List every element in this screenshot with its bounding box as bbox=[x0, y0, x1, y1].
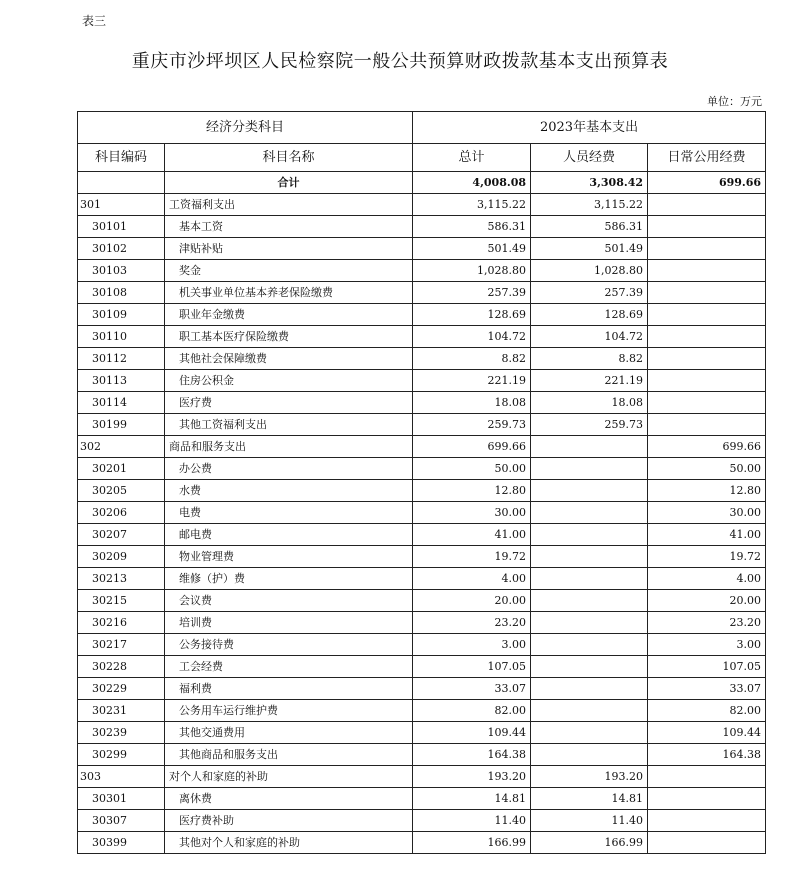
table-row bbox=[78, 722, 766, 744]
row-name: 工资福利支出 bbox=[165, 194, 413, 216]
table-row bbox=[78, 282, 766, 304]
row-personnel bbox=[531, 546, 648, 568]
table-row bbox=[78, 612, 766, 634]
row-public: 19.72 bbox=[648, 546, 766, 568]
row-personnel bbox=[531, 612, 648, 634]
row-public: 12.80 bbox=[648, 480, 766, 502]
total-code-cell bbox=[78, 172, 165, 194]
row-code: 30217 bbox=[78, 634, 165, 656]
table-row bbox=[78, 788, 766, 810]
row-total: 30.00 bbox=[413, 502, 531, 524]
row-code: 30228 bbox=[78, 656, 165, 678]
header-economic-classification: 经济分类科目 bbox=[78, 112, 413, 144]
table-row bbox=[78, 524, 766, 546]
table-row bbox=[78, 480, 766, 502]
unit-note: 单位：万元 bbox=[707, 95, 762, 108]
row-name: 职业年金缴费 bbox=[165, 304, 413, 326]
row-personnel: 8.82 bbox=[531, 348, 648, 370]
row-public bbox=[648, 766, 766, 788]
row-code: 30299 bbox=[78, 744, 165, 766]
row-public bbox=[648, 348, 766, 370]
row-name: 医疗费 bbox=[165, 392, 413, 414]
row-name: 其他对个人和家庭的补助 bbox=[165, 832, 413, 854]
table-row bbox=[78, 678, 766, 700]
row-public bbox=[648, 370, 766, 392]
row-public bbox=[648, 832, 766, 854]
row-name: 商品和服务支出 bbox=[165, 436, 413, 458]
row-public bbox=[648, 260, 766, 282]
row-total: 104.72 bbox=[413, 326, 531, 348]
header-basic-expenditure-2023: 2023年基本支出 bbox=[413, 112, 766, 144]
row-code: 301 bbox=[78, 194, 165, 216]
row-public: 3.00 bbox=[648, 634, 766, 656]
row-name: 福利费 bbox=[165, 678, 413, 700]
row-code: 30199 bbox=[78, 414, 165, 436]
row-total: 109.44 bbox=[413, 722, 531, 744]
row-code: 30207 bbox=[78, 524, 165, 546]
row-personnel bbox=[531, 656, 648, 678]
total-public: 699.66 bbox=[648, 172, 766, 194]
row-public: 699.66 bbox=[648, 436, 766, 458]
table-row bbox=[78, 260, 766, 282]
row-personnel bbox=[531, 700, 648, 722]
row-personnel: 18.08 bbox=[531, 392, 648, 414]
table-row bbox=[78, 370, 766, 392]
row-code: 30307 bbox=[78, 810, 165, 832]
row-code: 30215 bbox=[78, 590, 165, 612]
page-title: 重庆市沙坪坝区人民检察院一般公共预算财政拨款基本支出预算表 bbox=[131, 51, 669, 72]
row-name: 电费 bbox=[165, 502, 413, 524]
row-total: 699.66 bbox=[413, 436, 531, 458]
row-public: 41.00 bbox=[648, 524, 766, 546]
row-personnel: 166.99 bbox=[531, 832, 648, 854]
row-code: 30301 bbox=[78, 788, 165, 810]
row-name: 会议费 bbox=[165, 590, 413, 612]
row-name: 公务接待费 bbox=[165, 634, 413, 656]
row-code: 30201 bbox=[78, 458, 165, 480]
row-code: 30112 bbox=[78, 348, 165, 370]
row-total: 259.73 bbox=[413, 414, 531, 436]
row-personnel bbox=[531, 524, 648, 546]
row-total: 82.00 bbox=[413, 700, 531, 722]
row-public bbox=[648, 194, 766, 216]
row-total: 221.19 bbox=[413, 370, 531, 392]
row-total: 1,028.80 bbox=[413, 260, 531, 282]
column-header-total: 总计 bbox=[413, 144, 531, 172]
row-personnel: 259.73 bbox=[531, 414, 648, 436]
row-total: 8.82 bbox=[413, 348, 531, 370]
row-code: 30216 bbox=[78, 612, 165, 634]
total-sum: 4,008.08 bbox=[413, 172, 531, 194]
row-code: 30231 bbox=[78, 700, 165, 722]
row-total: 4.00 bbox=[413, 568, 531, 590]
row-total: 128.69 bbox=[413, 304, 531, 326]
row-personnel bbox=[531, 590, 648, 612]
row-total: 501.49 bbox=[413, 238, 531, 260]
row-total: 50.00 bbox=[413, 458, 531, 480]
row-code: 30109 bbox=[78, 304, 165, 326]
row-total: 586.31 bbox=[413, 216, 531, 238]
row-name: 对个人和家庭的补助 bbox=[165, 766, 413, 788]
row-public: 30.00 bbox=[648, 502, 766, 524]
row-total: 14.81 bbox=[413, 788, 531, 810]
row-personnel: 257.39 bbox=[531, 282, 648, 304]
row-code: 30209 bbox=[78, 546, 165, 568]
table-row bbox=[78, 436, 766, 458]
row-personnel: 104.72 bbox=[531, 326, 648, 348]
row-total: 164.38 bbox=[413, 744, 531, 766]
row-total: 23.20 bbox=[413, 612, 531, 634]
row-code: 30205 bbox=[78, 480, 165, 502]
row-code: 30102 bbox=[78, 238, 165, 260]
table-row bbox=[78, 326, 766, 348]
row-public: 20.00 bbox=[648, 590, 766, 612]
row-public: 109.44 bbox=[648, 722, 766, 744]
row-name: 离休费 bbox=[165, 788, 413, 810]
row-name: 职工基本医疗保险缴费 bbox=[165, 326, 413, 348]
row-public bbox=[648, 788, 766, 810]
row-public: 33.07 bbox=[648, 678, 766, 700]
row-total: 107.05 bbox=[413, 656, 531, 678]
total-label: 合计 bbox=[165, 172, 413, 194]
table-row bbox=[78, 392, 766, 414]
row-total: 3,115.22 bbox=[413, 194, 531, 216]
row-total: 33.07 bbox=[413, 678, 531, 700]
row-public bbox=[648, 304, 766, 326]
table-row bbox=[78, 656, 766, 678]
row-name: 机关事业单位基本养老保险缴费 bbox=[165, 282, 413, 304]
row-public bbox=[648, 392, 766, 414]
column-header-public: 日常公用经费 bbox=[648, 144, 766, 172]
row-public bbox=[648, 216, 766, 238]
column-header-personnel: 人员经费 bbox=[531, 144, 648, 172]
row-public: 164.38 bbox=[648, 744, 766, 766]
row-name: 基本工资 bbox=[165, 216, 413, 238]
total-personnel: 3,308.42 bbox=[531, 172, 648, 194]
row-total: 11.40 bbox=[413, 810, 531, 832]
table-row bbox=[78, 348, 766, 370]
row-personnel: 128.69 bbox=[531, 304, 648, 326]
column-header-name: 科目名称 bbox=[165, 144, 413, 172]
row-name: 物业管理费 bbox=[165, 546, 413, 568]
row-name: 培训费 bbox=[165, 612, 413, 634]
row-code: 30114 bbox=[78, 392, 165, 414]
row-personnel bbox=[531, 744, 648, 766]
budget-table bbox=[77, 111, 766, 854]
row-personnel bbox=[531, 480, 648, 502]
table-row bbox=[78, 634, 766, 656]
row-public: 50.00 bbox=[648, 458, 766, 480]
table-row bbox=[78, 568, 766, 590]
row-code: 30108 bbox=[78, 282, 165, 304]
row-personnel bbox=[531, 568, 648, 590]
row-total: 257.39 bbox=[413, 282, 531, 304]
row-personnel bbox=[531, 502, 648, 524]
row-code: 302 bbox=[78, 436, 165, 458]
row-total: 3.00 bbox=[413, 634, 531, 656]
row-total: 41.00 bbox=[413, 524, 531, 546]
table-row bbox=[78, 194, 766, 216]
row-total: 12.80 bbox=[413, 480, 531, 502]
row-personnel: 501.49 bbox=[531, 238, 648, 260]
row-personnel bbox=[531, 678, 648, 700]
row-personnel: 3,115.22 bbox=[531, 194, 648, 216]
row-name: 办公费 bbox=[165, 458, 413, 480]
table-row bbox=[78, 700, 766, 722]
row-name: 水费 bbox=[165, 480, 413, 502]
row-public bbox=[648, 414, 766, 436]
row-public: 4.00 bbox=[648, 568, 766, 590]
table-row bbox=[78, 766, 766, 788]
table-row bbox=[78, 238, 766, 260]
row-name: 邮电费 bbox=[165, 524, 413, 546]
row-name: 其他社会保障缴费 bbox=[165, 348, 413, 370]
row-public bbox=[648, 282, 766, 304]
row-personnel bbox=[531, 634, 648, 656]
column-header-code: 科目编码 bbox=[78, 144, 165, 172]
row-personnel bbox=[531, 458, 648, 480]
row-name: 公务用车运行维护费 bbox=[165, 700, 413, 722]
row-personnel bbox=[531, 722, 648, 744]
row-code: 30206 bbox=[78, 502, 165, 524]
table-row bbox=[78, 810, 766, 832]
table-row bbox=[78, 832, 766, 854]
table-row bbox=[78, 546, 766, 568]
row-name: 其他交通费用 bbox=[165, 722, 413, 744]
row-total: 193.20 bbox=[413, 766, 531, 788]
row-public: 23.20 bbox=[648, 612, 766, 634]
row-personnel: 193.20 bbox=[531, 766, 648, 788]
table-row bbox=[78, 590, 766, 612]
row-personnel: 1,028.80 bbox=[531, 260, 648, 282]
row-name: 其他商品和服务支出 bbox=[165, 744, 413, 766]
row-name: 津贴补贴 bbox=[165, 238, 413, 260]
row-total: 18.08 bbox=[413, 392, 531, 414]
row-personnel: 586.31 bbox=[531, 216, 648, 238]
row-code: 30103 bbox=[78, 260, 165, 282]
row-public bbox=[648, 238, 766, 260]
row-name: 住房公积金 bbox=[165, 370, 413, 392]
row-code: 30229 bbox=[78, 678, 165, 700]
row-total: 19.72 bbox=[413, 546, 531, 568]
row-personnel: 221.19 bbox=[531, 370, 648, 392]
row-total: 166.99 bbox=[413, 832, 531, 854]
table-row bbox=[78, 744, 766, 766]
row-personnel: 14.81 bbox=[531, 788, 648, 810]
row-code: 30239 bbox=[78, 722, 165, 744]
row-public bbox=[648, 326, 766, 348]
row-code: 30213 bbox=[78, 568, 165, 590]
row-personnel bbox=[531, 436, 648, 458]
row-name: 维修（护）费 bbox=[165, 568, 413, 590]
row-total: 20.00 bbox=[413, 590, 531, 612]
table-row bbox=[78, 458, 766, 480]
row-public: 107.05 bbox=[648, 656, 766, 678]
row-code: 30101 bbox=[78, 216, 165, 238]
row-name: 其他工资福利支出 bbox=[165, 414, 413, 436]
row-code: 30110 bbox=[78, 326, 165, 348]
row-name: 工会经费 bbox=[165, 656, 413, 678]
row-code: 30399 bbox=[78, 832, 165, 854]
document-label: 表三 bbox=[82, 14, 107, 28]
table-row bbox=[78, 216, 766, 238]
row-code: 303 bbox=[78, 766, 165, 788]
row-public bbox=[648, 810, 766, 832]
table-row bbox=[78, 414, 766, 436]
table-row bbox=[78, 304, 766, 326]
row-name: 奖金 bbox=[165, 260, 413, 282]
table-row bbox=[78, 502, 766, 524]
row-public: 82.00 bbox=[648, 700, 766, 722]
row-code: 30113 bbox=[78, 370, 165, 392]
total-row bbox=[78, 172, 766, 194]
row-name: 医疗费补助 bbox=[165, 810, 413, 832]
row-personnel: 11.40 bbox=[531, 810, 648, 832]
